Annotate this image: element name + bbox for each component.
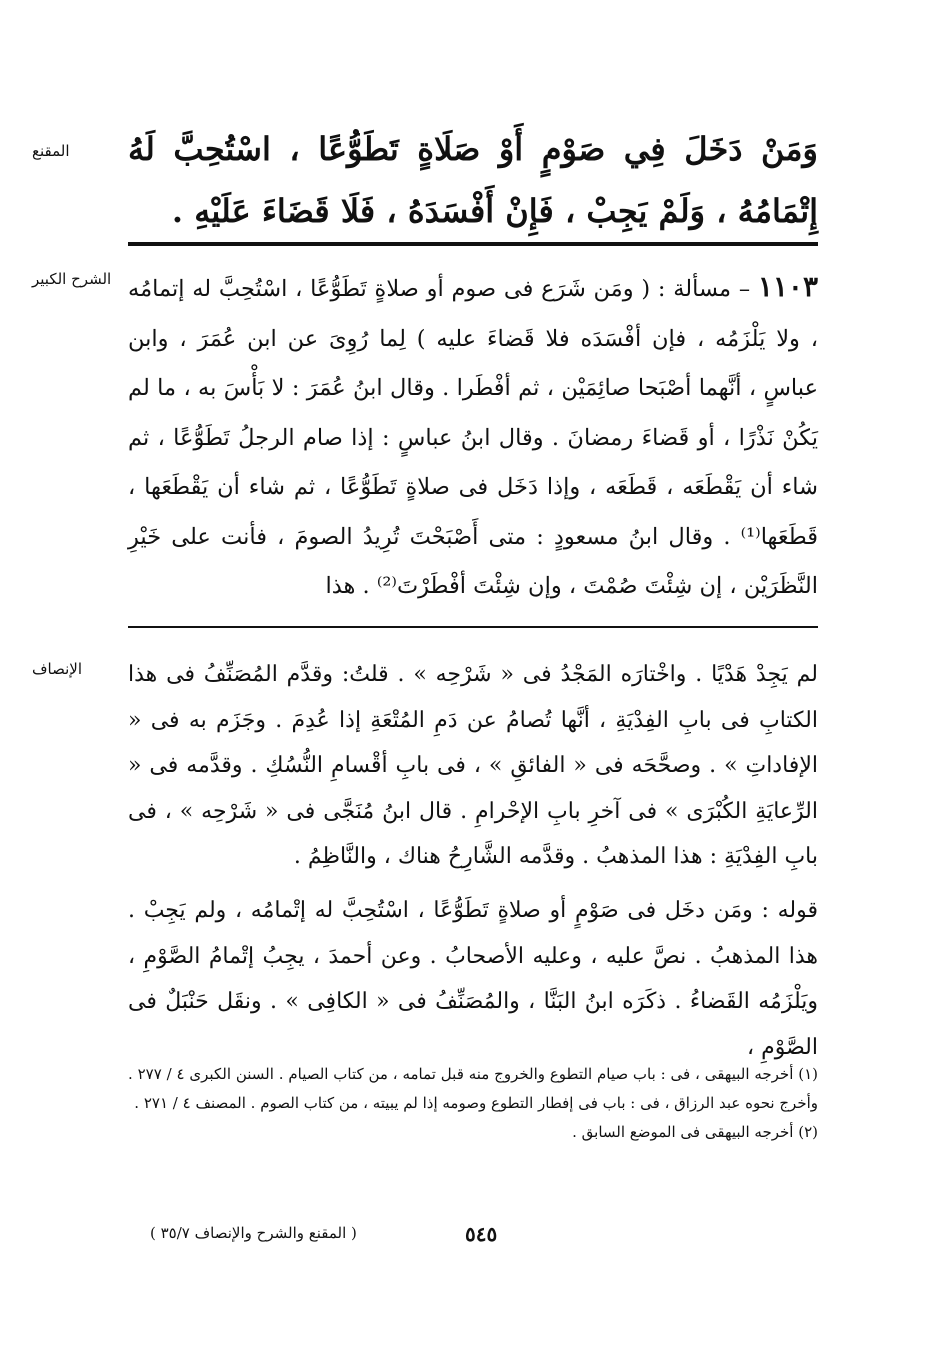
insaf-paragraph-1: لم يَجِدْ هَدْيًا . واخْتارَه المَجْدُ فى « شَرْحِه » . قلتُ: وقدَّم المُصَنِّفُ فى هذا الكتابِ فى بابِ الفِدْيَةِ ، أنَّها تُصامُ عن دَمِ المُتْعَةِ إذا عُدِمَ . وجَزَم به فى « الإفاداتِ » . وصحَّحَه فى « الفائقِ » ، فى بابِ أقْسامِ النُّسُكِ . وقدَّمه فى « الرِّعايَةِ الكُبْرَى » فى آخرِ بابِ الإحْرامِ . قال ابنُ مُنَجَّى فى « شَرْحِه » ، فى بابِ الفِدْيَةِ : هذا المذهبُ . وقدَّمه الشَّارِحُ هناك ، والنَّاظِمُ . [128, 662, 818, 869]
page-footer [0, 1222, 950, 1252]
footnote-1: (١) أخرجه البيهقى ، فى : باب صيام التطوع والخروج منه قبل تمامه ، من كتاب الصيام . السنن الكبرى ٤ / ٢٧٧ . وأخرج نحوه عبد الرزاق ، فى : باب فى إفطار التطوع وصومه إذا لم يبيته ، من كتاب الصوم . المصنف ٤ / ٢٧١ . [128, 1065, 818, 1112]
section-divider-thick [128, 242, 818, 246]
section-divider-thin [128, 626, 818, 628]
footnotes [128, 1060, 818, 1147]
label-sharh: الشرح الكبير [32, 270, 112, 288]
muqni-text: وَمَنْ دَخَلَ فِي صَوْمٍ أَوْ صَلَاةٍ تَطَوُّعًا ، اسْتُحِبَّ لَهُ إِتْمَامُهُ ، وَلَمْ يَجِبْ ، فَإِنْ أَفْسَدَهُ ، فَلَا قَضَاءَ عَلَيْهِ . [128, 130, 818, 230]
label-insaf: الإنصاف [32, 660, 83, 678]
issue-number: ١١٠٣ [757, 270, 818, 303]
sharh-paragraph [128, 262, 818, 612]
sharh-text: – مسألة : ( ومَن شَرَع فى صوم أو صلاةٍ تَطَوُّعًا ، اسْتُحِبَّ له إتمامُه ، ولا يَلْزَمُه ، فإن أفْسَدَه فلا قَضاءَ عليه ) لِما رُوِىَ عن ابن عُمَرَ ، وابن عباسٍ ، أنَّهما أصْبَحا صائِمَيْن ، ثم أفْطَرا . وقال ابنُ عُمَرَ : لا بَأْسَ به ، ما لم يَكُنْ نَذْرًا ، أو قَضاءَ رمضانَ . وقال ابنُ عباسٍ : إذا صام الرجلُ تَطَوُّعًا ، ثم شاء أن يَقْطَعَه ، قَطَعَه ، وإذا دَخَل فى صلاةٍ تَطَوُّعًا ، ثم شاء أن يَقْطَعَها ، قَطَعَها⁽¹⁾ . وقال ابنُ مسعودٍ : متى أَصْبَحْتَ تُرِيدُ الصومَ ، فأنت على خَيْرِ النَّظَرَيْن ، إن شِئْتَ صُمْتَ ، وإن شِئْتَ أفْطَرْتَ⁽²⁾ . هذا [128, 276, 818, 599]
page-number: ٥٤٥ [465, 1222, 498, 1246]
running-title: ( المقنع والشرح والإنصاف ٣٥/٧ ) [150, 1224, 357, 1242]
footnote-2: (٢) أخرجه البيهقى فى الموضع السابق . [572, 1123, 818, 1141]
insaf-paragraph-2: قوله : ومَن دخَل فى صَوْمٍ أو صلاةٍ تَطَوُّعًا ، اسْتُحِبَّ له إتْمامُه ، ولم يَجِبْ . هذا المذهبُ . نصَّ عليه ، وعليه الأصحابُ . وعن أحمدَ ، يجِبُ إتْمامُ الصَّوْمِ ، ويَلْزَمُه القَضاءُ . ذكَرَه ابنُ البَنَّا ، والمُصَنِّفُ فى « الكافِى » . ونقَل حَنْبَلٌ فى الصَّوْمِ ، [128, 898, 818, 1060]
label-muqni: المقنع [32, 142, 70, 160]
